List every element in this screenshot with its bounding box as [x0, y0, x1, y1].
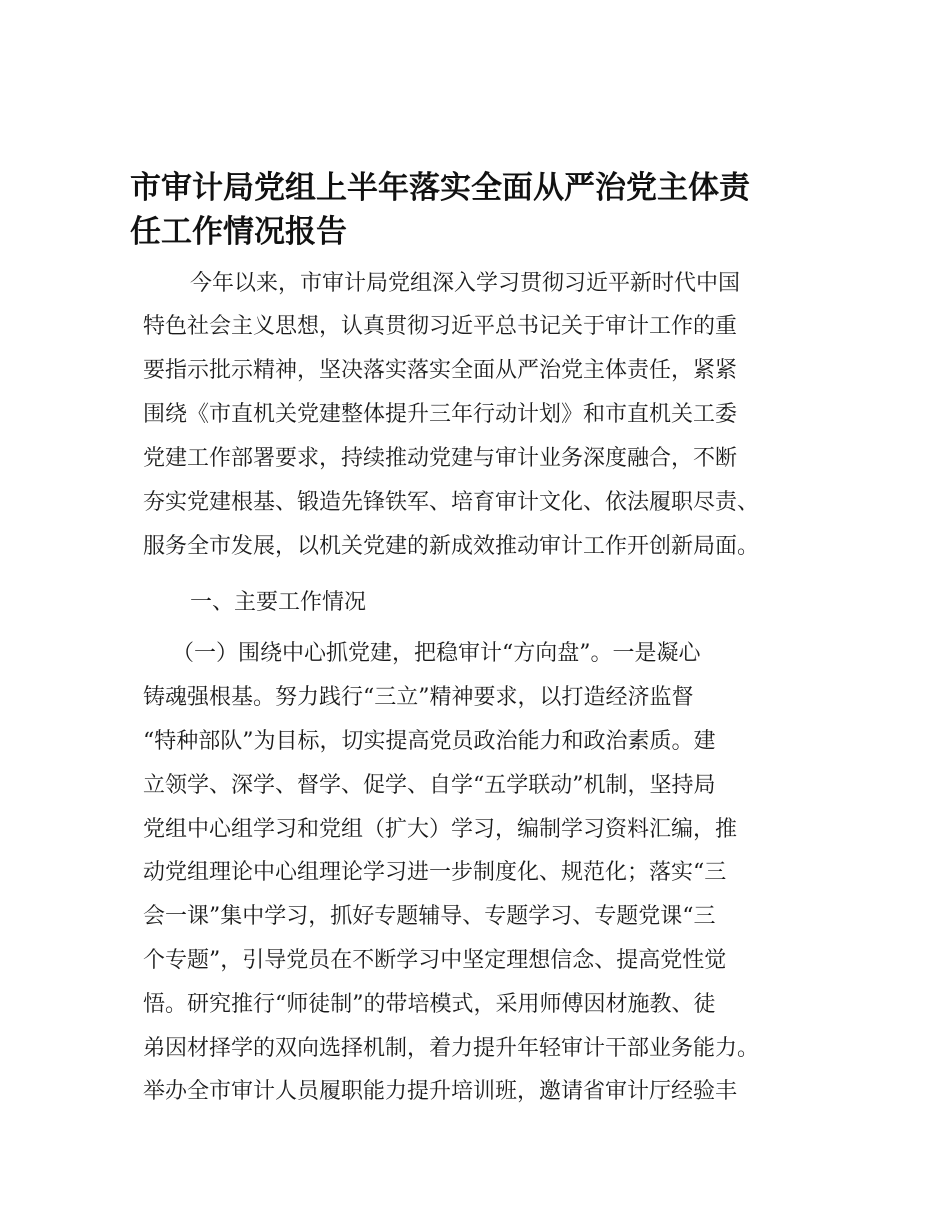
paragraph-1-line-5: 党建工作部署要求，持续推动党建与审计业务深度融合，不断: [143, 446, 738, 471]
paragraph-2-line-3: “特种部队”为目标，切实提高党员政治能力和政治素质。建: [143, 729, 716, 754]
paragraph-1-line-7: 服务全市发展，以机关党建的新成效推动审计工作开创新局面。: [143, 534, 760, 559]
paragraph-1-line-2: 特色社会主义思想，认真贯彻习近平总书记关于审计工作的重: [143, 314, 738, 339]
paragraph-2-line-9: 悟。研究推行“师徒制”的带培模式，采用师傅因材施教、徒: [143, 992, 716, 1017]
paragraph-2-line-1: （一）围绕中心抓党建，把稳审计“方向盘”。一是凝心: [172, 641, 701, 666]
paragraph-1-line-4: 围绕《市直机关党建整体提升三年行动计划》和市直机关工委: [143, 402, 738, 427]
paragraph-1-line-3: 要指示批示精神，坚决落实落实全面从严治党主体责任，紧紧: [143, 358, 738, 383]
section-heading: 一、主要工作情况: [190, 590, 367, 615]
document-title-line-1: 市审计局党组上半年落实全面从严治党主体责: [130, 170, 750, 206]
document-title-line-2: 任工作情况报告: [130, 214, 347, 250]
paragraph-1-line-6: 夯实党建根基、锻造先锋铁军、培育审计文化、依法履职尽责、: [143, 490, 760, 515]
paragraph-2-line-11: 举办全市审计人员履职能力提升培训班，邀请省审计厅经验丰: [143, 1079, 738, 1104]
paragraph-1-line-1: 今年以来，市审计局党组深入学习贯彻习近平新时代中国: [190, 271, 741, 296]
paragraph-2-line-5: 党组中心组学习和党组（扩大）学习，编制学习资料汇编，推: [143, 817, 738, 842]
paragraph-2-line-8: 个专题”，引导党员在不断学习中坚定理想信念、提高党性觉: [143, 948, 727, 973]
paragraph-2-line-10: 弟因材择学的双向选择机制，着力提升年轻审计干部业务能力。: [143, 1036, 760, 1061]
paragraph-2-line-2: 铸魂强根基。努力践行“三立”精神要求，以打造经济监督: [143, 685, 694, 710]
paragraph-2-line-4: 立领学、深学、督学、促学、自学“五学联动”机制，坚持局: [143, 773, 716, 798]
paragraph-2-line-7: 会一课”集中学习，抓好专题辅导、专题学习、专题党课“三: [143, 904, 716, 929]
paragraph-2-line-6: 动党组理论中心组理论学习进一步制度化、规范化；落实“三: [143, 860, 727, 885]
